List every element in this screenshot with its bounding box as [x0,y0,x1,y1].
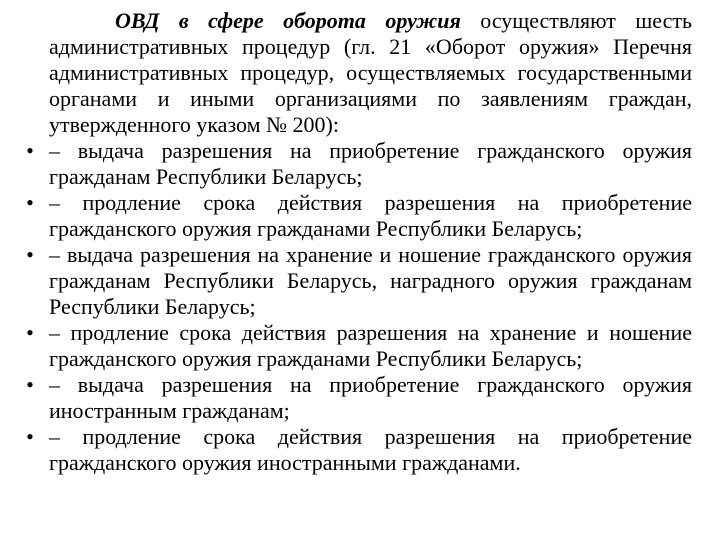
slide-body [26,8,692,476]
bullet-icon: • [26,372,34,397]
bullet-icon: • [26,190,34,215]
list-item-text: – выдача разрешения на приобретение гражданского оружия гражданам Республики Беларусь; [49,138,692,189]
list-item-text: – выдача разрешения на хранение и ношение гражданского оружия гражданам Республики Беларусь, наградного оружия гражданам Республики Беларусь; [49,242,692,319]
bullet-icon: • [26,138,34,163]
procedure-list [26,138,692,476]
list-item-text: – продление срока действия разрешения на приобретение гражданского оружия иностранными гражданами. [49,424,692,475]
bullet-icon: • [26,424,34,449]
list-item [26,320,692,372]
intro-paragraph [49,8,692,138]
list-item [26,138,692,190]
list-item-text: – продление срока действия разрешения на приобретение гражданского оружия гражданами Республики Беларусь; [49,190,692,241]
intro-text: осуществляют шесть административных процедур (гл. 21 «Оборот оружия» Перечня административных процедур, осуществляемых государственными органами и иными организациями по заявлениям граждан, утвержденного указом № 200): [49,8,692,137]
list-item [26,242,692,320]
list-item-text: – выдача разрешения на приобретение гражданского оружия иностранным гражданам; [49,372,692,423]
bullet-icon: • [26,242,34,267]
intro-bold-text: ОВД в сфере оборота оружия [115,8,461,33]
list-item [26,190,692,242]
list-item [26,372,692,424]
list-item-text: – продление срока действия разрешения на хранение и ношение гражданского оружия гражданами Республики Беларусь; [49,320,692,371]
bullet-icon: • [26,320,34,345]
list-item [26,424,692,476]
